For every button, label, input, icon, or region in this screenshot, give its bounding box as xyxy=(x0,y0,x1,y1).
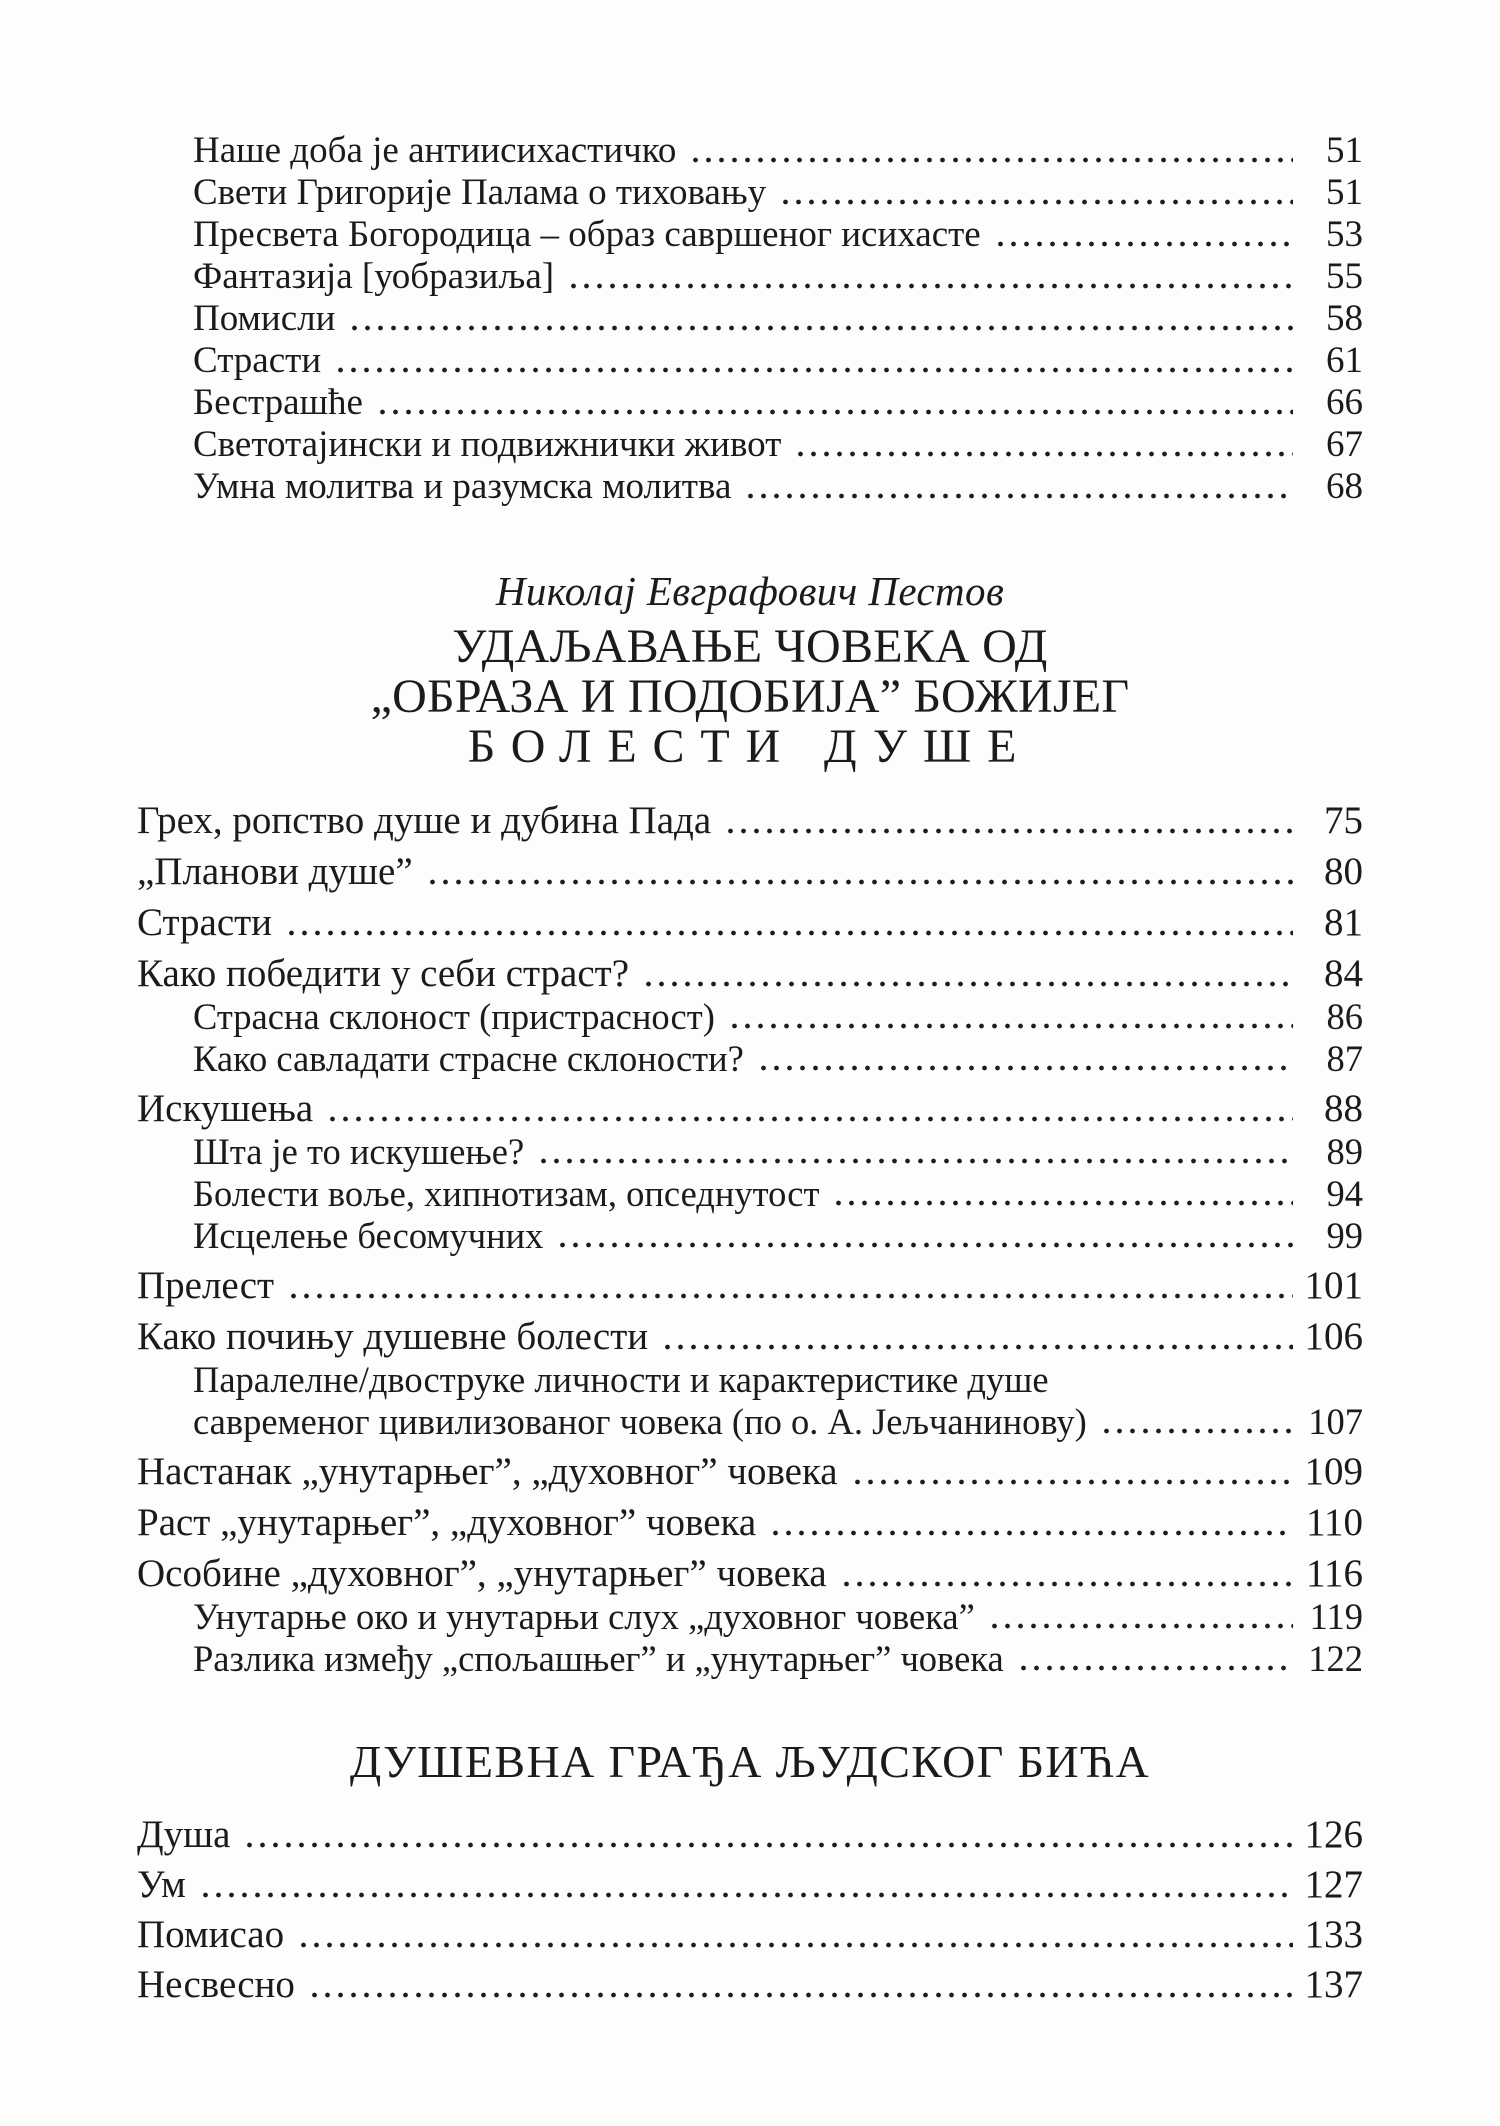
toc-entry-label: Исцелење бесомучних xyxy=(193,1215,544,1256)
dot-leader xyxy=(537,1158,1293,1164)
toc-entry-page: 89 xyxy=(1326,1131,1363,1172)
toc-entry-label: Како савладати страсне склоности? xyxy=(193,1038,744,1079)
toc-entry xyxy=(137,466,1363,508)
toc-entry-label: Како почињу душевне болести xyxy=(137,1315,649,1358)
toc-entry-page: 137 xyxy=(1304,1963,1363,2006)
dot-leader xyxy=(556,1242,1293,1248)
dot-leader xyxy=(724,828,1293,834)
toc-entry xyxy=(137,172,1363,214)
toc-entry-page: 86 xyxy=(1326,996,1363,1037)
dot-leader xyxy=(988,1623,1293,1629)
toc-entry-label: Особине „духовног”, „унутарњег” човека xyxy=(137,1552,827,1595)
toc-entry-page: 99 xyxy=(1326,1215,1363,1256)
dot-leader xyxy=(334,367,1293,373)
toc-entry-page: 107 xyxy=(1308,1401,1363,1442)
toc-entry xyxy=(137,1551,1363,1596)
toc-entry-label: Прелест xyxy=(137,1264,275,1307)
toc-entry xyxy=(137,1500,1363,1545)
toc-entry-page: 58 xyxy=(1326,298,1363,339)
toc-entry-page: 84 xyxy=(1324,952,1363,995)
toc-part2-section xyxy=(137,1812,1363,2007)
toc-entry xyxy=(137,1912,1363,1957)
toc-entry-label: Раст „унутарњег”, „духовног” човека xyxy=(137,1501,757,1544)
toc-entry-label: Шта је то искушење? xyxy=(193,1131,525,1172)
toc-entry xyxy=(137,298,1363,340)
section-heading: ДУШЕВНА ГРАЂА ЉУДСКОГ БИЋА xyxy=(349,1736,1151,1787)
toc-entry xyxy=(137,1263,1363,1308)
part-title-line-1: УДАЉАВАЊЕ ЧОВЕКА ОД xyxy=(452,620,1048,673)
toc-entry-label: Искушења xyxy=(137,1087,314,1130)
toc-entry-page: 87 xyxy=(1326,1038,1363,1079)
toc-entry xyxy=(137,1449,1363,1494)
dot-leader xyxy=(243,1842,1293,1848)
toc-entry-page: 53 xyxy=(1326,214,1363,255)
toc-entry-label: Како победити у себи страст? xyxy=(137,952,630,995)
dot-leader xyxy=(851,1479,1293,1485)
toc-entry-page: 101 xyxy=(1304,1264,1363,1307)
toc-part1-section xyxy=(137,798,1363,1680)
part-author: Николај Евграфович Пестов xyxy=(495,568,1005,614)
toc-entry-page: 127 xyxy=(1304,1863,1363,1906)
dot-leader xyxy=(308,1992,1293,1998)
toc-entry xyxy=(137,900,1363,945)
dot-leader xyxy=(744,493,1293,499)
toc-entry xyxy=(137,256,1363,298)
toc-entry xyxy=(137,382,1363,424)
toc-entry-label: Ум xyxy=(137,1863,186,1906)
dot-leader xyxy=(832,1200,1293,1206)
toc-entry-page: 119 xyxy=(1309,1596,1363,1637)
toc-entry-label: Помисли xyxy=(193,298,336,339)
toc-entry xyxy=(137,1596,1363,1638)
toc-entry-page: 94 xyxy=(1326,1173,1363,1214)
toc-entry-page: 109 xyxy=(1304,1450,1363,1493)
part-header xyxy=(137,566,1363,772)
toc-entry xyxy=(137,849,1363,894)
dot-leader xyxy=(794,451,1293,457)
toc-entry xyxy=(137,1401,1363,1443)
toc-entry-label: „Планови душе” xyxy=(137,850,413,893)
toc-entry-label: Свети Григорије Палама о тиховању xyxy=(193,172,767,213)
toc-entry-page: 122 xyxy=(1308,1638,1363,1679)
dot-leader xyxy=(757,1065,1293,1071)
toc-entry-page: 116 xyxy=(1305,1552,1363,1595)
toc-entry-label: Болести воље, хипнотизам, опседнутост xyxy=(193,1173,820,1214)
toc-entry-label: Помисао xyxy=(137,1913,285,1956)
toc-entry-label: Страсти xyxy=(193,340,322,381)
toc-entry xyxy=(137,1215,1363,1257)
toc-entry xyxy=(137,951,1363,996)
toc-entry xyxy=(137,1862,1363,1907)
dot-leader xyxy=(1100,1428,1293,1434)
dot-leader xyxy=(285,930,1293,936)
toc-entry xyxy=(137,996,1363,1038)
toc-entry-page: 55 xyxy=(1326,256,1363,297)
toc-entry-label: Унутарње око и унутарњи слух „духовног човека” xyxy=(193,1596,975,1637)
toc-entry xyxy=(137,1131,1363,1173)
toc-entry-page: 67 xyxy=(1326,424,1363,465)
dot-leader xyxy=(661,1344,1293,1350)
dot-leader xyxy=(199,1892,1293,1898)
toc-entry xyxy=(137,798,1363,843)
toc-entry-label: Наше доба је антиисихастичко xyxy=(193,130,677,171)
toc-entry xyxy=(137,1359,1363,1401)
toc-continuation-section xyxy=(137,130,1363,508)
dot-leader xyxy=(769,1530,1293,1536)
part-title-line-2: „ОБРАЗА И ПОДОБИЈА” БОЖИЈЕГ xyxy=(370,670,1130,723)
dot-leader xyxy=(642,981,1293,987)
dot-leader xyxy=(326,1116,1293,1122)
toc-entry-label: Грех, ропство душе и дубина Пада xyxy=(137,799,712,842)
dot-leader xyxy=(376,409,1293,415)
toc-entry xyxy=(137,1086,1363,1131)
toc-entry-page: 51 xyxy=(1326,130,1363,171)
toc-entry-label: Паралелне/двоструке личности и карактеристике душе xyxy=(193,1359,1049,1400)
toc-entry xyxy=(137,1173,1363,1215)
toc-entry-page: 80 xyxy=(1324,850,1363,893)
dot-leader xyxy=(1017,1665,1293,1671)
toc-entry-label: Светотајински и подвижнички живот xyxy=(193,424,782,465)
toc-entry-label: савременог цивилизованог човека (по о. А. Јељчанинову) xyxy=(193,1401,1087,1442)
toc-entry xyxy=(137,424,1363,466)
toc-entry xyxy=(137,1962,1363,2007)
toc-entry-page: 88 xyxy=(1324,1087,1363,1130)
toc-entry-label: Душа xyxy=(137,1813,231,1856)
toc-entry-label: Разлика између „спољашњег” и „унутарњег” човека xyxy=(193,1638,1004,1679)
toc-entry-page: 61 xyxy=(1326,340,1363,381)
dot-leader xyxy=(348,325,1293,331)
toc-entry-label: Страсна склоност (пристрасност) xyxy=(193,996,715,1037)
toc-entry-page: 81 xyxy=(1324,901,1363,944)
toc-entry-page: 75 xyxy=(1324,799,1363,842)
toc-entry-page: 110 xyxy=(1305,1501,1363,1544)
toc-entry xyxy=(137,1038,1363,1080)
toc-entry xyxy=(137,1314,1363,1359)
dot-leader xyxy=(426,879,1293,885)
toc-entry-label: Страсти xyxy=(137,901,273,944)
toc-entry-page: 133 xyxy=(1304,1913,1363,1956)
toc-entry-label: Настанак „унутарњег”, „духовног” човека xyxy=(137,1450,838,1493)
toc-entry-page: 68 xyxy=(1326,466,1363,507)
toc-entry xyxy=(137,214,1363,256)
toc-entry-page: 106 xyxy=(1304,1315,1363,1358)
dot-leader xyxy=(297,1942,1293,1948)
toc-entry-label: Умна молитва и разумска молитва xyxy=(193,466,732,507)
toc-entry xyxy=(137,130,1363,172)
toc-entry-page: 126 xyxy=(1304,1813,1363,1856)
dot-leader xyxy=(567,283,1293,289)
dot-leader xyxy=(287,1293,1293,1299)
toc-entry xyxy=(137,1638,1363,1680)
toc-entry-page: 51 xyxy=(1326,172,1363,213)
toc-entry xyxy=(137,1812,1363,1857)
toc-entry-label: Бестрашће xyxy=(193,382,363,423)
dot-leader xyxy=(728,1023,1293,1029)
dot-leader xyxy=(779,199,1293,205)
dot-leader xyxy=(840,1581,1293,1587)
toc-entry-label: Пресвета Богородица – образ савршеног исихасте xyxy=(193,214,981,255)
toc-entry-label: Фантазија [уобразиља] xyxy=(193,256,555,297)
part-title-line-3: БОЛЕСТИ ДУШЕ xyxy=(467,720,1033,773)
toc-entry xyxy=(137,340,1363,382)
toc-entry-page: 66 xyxy=(1326,382,1363,423)
dot-leader xyxy=(689,157,1293,163)
dot-leader xyxy=(994,241,1293,247)
toc-entry-label: Несвесно xyxy=(137,1963,295,2006)
